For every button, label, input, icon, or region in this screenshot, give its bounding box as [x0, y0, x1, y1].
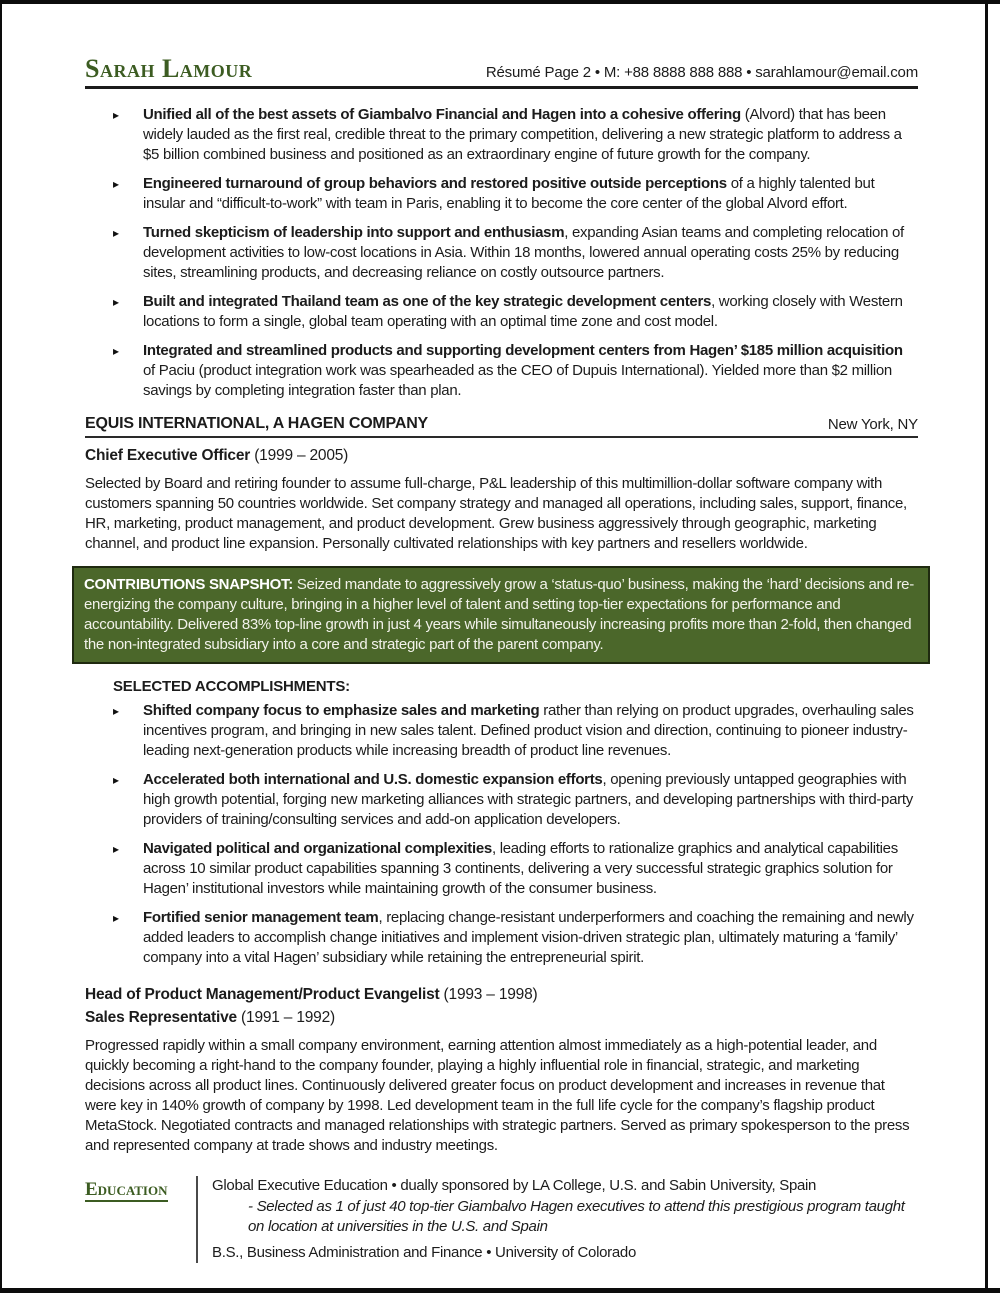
accomplishments-bullets	[85, 701, 918, 968]
list-item	[85, 223, 918, 283]
job-dates: (1993 – 1998)	[439, 986, 538, 1003]
list-item	[85, 701, 918, 761]
role-summary: Progressed rapidly within a small company environment, earning attention almost immediately as a high-potential leader, and quickly becoming a right-hand to the company founder, playing a highly influential role in financial, strategic, and marketing decisions across all product lines. Continuously delivered greater focus on product development and increases in revenue that were key in 140% growth of company by 1998. Led development team in the full life cycle for the company’s flagship product MetaStock. Negotiated contracts and managed relationships with strategic partners. Served as primary spokesperson to the press and represented company at trade shows and industry meetings.	[85, 1037, 910, 1154]
bullet-text: Unified all of the best assets of Giambalvo Financial and Hagen into a cohesive offering (Alvord) that has been widely lauded as the first real, credible threat to the primary competition, delivering a new strategic platform to address a $5 billion combined business and positioned as an extraordinary engine of future growth for the company.	[143, 106, 902, 163]
education-entry: Global Executive Education • dually sponsored by LA College, U.S. and Sabin University, Spain	[212, 1177, 817, 1194]
company-location: New York, NY	[827, 416, 918, 433]
bullet-arrow-icon: ▸	[113, 842, 120, 856]
bullet-arrow-icon: ▸	[113, 773, 120, 787]
role-summary: Selected by Board and retiring founder to assume full-charge, P&L leadership of this multimillion-dollar software company with customers spanning 50 countries worldwide. Set company strategy and managed all operations, including sales, support, finance, HR, marketing, product management, and product development. Grew business aggressively through geographic, marketing channel, and product line expansion. Personally cultivated relationships with key partners and resellers worldwide.	[85, 475, 907, 552]
bullet-arrow-icon: ▸	[113, 108, 120, 122]
bullet-arrow-icon: ▸	[113, 911, 120, 925]
job-dates: (1999 – 2005)	[250, 447, 349, 464]
bullet-text: Navigated political and organizational complexities, leading efforts to rationalize graphics and analytical capabilities across 10 similar product capabilities spanning 3 continents, delivering a very successful strategic graphics solution for Hagen’ institutional investors while maintaining growth of the consumer business.	[143, 840, 898, 897]
job-title: Sales Representative	[85, 1009, 237, 1026]
bullet-text: Integrated and streamlined products and supporting development centers from Hagen’ $185 million acquisition of Paciu (product integration work was spearheaded as the CEO of Dupuis International). Yielded more than $2 million savings by completing integration faster than plan.	[143, 342, 903, 399]
snapshot-label: CONTRIBUTIONS SNAPSHOT:	[84, 576, 293, 593]
bullet-text: Built and integrated Thailand team as one of the key strategic development centers, working closely with Western locations to form a single, global team operating with an optimal time zone and cost model.	[143, 293, 903, 330]
company-name: EQUIS INTERNATIONAL, A HAGEN COMPANY	[85, 415, 429, 432]
bullet-text: Engineered turnaround of group behaviors and restored positive outside perceptions of a highly talented but insular and “difficult-to-work” with team in Paris, enabling it to become the core center of the global Alvord effort.	[143, 175, 875, 212]
education-entry: B.S., Business Administration and Finance • University of Colorado	[212, 1244, 636, 1261]
list-item	[85, 839, 918, 899]
candidate-name: Sarah Lamour	[85, 54, 253, 83]
education-entry-note: - Selected as 1 of just 40 top-tier Giambalvo Hagen executives to attend this prestigious program taught on location at universities in the U.S. and Spain	[248, 1198, 905, 1235]
education-details	[196, 1176, 918, 1263]
earlier-roles	[85, 984, 918, 1156]
header-contact-info: Résumé Page 2 • M: +88 8888 888 888 • sarahlamour@email.com	[485, 64, 918, 81]
bullet-text: Turned skepticism of leadership into support and enthusiasm, expanding Asian teams and completing relocation of development activities to low-cost locations in Asia. Within 18 months, lowered annual operating costs 25% by reducing sites, streamlining products, and decreasing reliance on costly outsource partners.	[143, 224, 904, 281]
list-item	[85, 770, 918, 830]
education-heading: Education	[85, 1179, 168, 1200]
page-header	[85, 56, 918, 89]
company-header	[85, 415, 918, 438]
selected-accomplishments-heading: SELECTED ACCOMPLISHMENTS:	[113, 678, 350, 695]
page-border-top	[0, 0, 1000, 4]
education-section	[85, 1176, 918, 1293]
bullet-arrow-icon: ▸	[113, 226, 120, 240]
job-title-line	[85, 1007, 918, 1028]
bullet-text: Accelerated both international and U.S. domestic expansion efforts, opening previously untapped geographies with high growth potential, forging new marketing alliances with strategic partners, and developing partnerships with third-party providers of training/consulting services and add-on application developers.	[143, 771, 913, 828]
list-item	[85, 908, 918, 968]
job-dates: (1991 – 1992)	[236, 1009, 335, 1026]
list-item	[85, 105, 918, 165]
bullet-text: Fortified senior management team, replacing change-resistant underperformers and coaching the remaining and newly added leaders to accomplish change initiatives and implement vision-driven strategic plan, ultimately maturing a ‘family’ company into a vital Hagen’ subsidiary while retaining the entrepreneurial spirit.	[143, 909, 914, 966]
page-border-bottom	[0, 1288, 1000, 1293]
list-item	[85, 341, 918, 401]
experience-continued-bullets	[85, 105, 918, 401]
education-heading-column	[85, 1176, 196, 1263]
snapshot-text: Seized mandate to aggressively grow a ‘status-quo’ business, making the ‘hard’ decisions and re-energizing the company culture, bringing in a higher level of talent and setting top-tier expectations for performance and accountability. Delivered 83% top-line growth in just 4 years while simultaneously increasing profits more than 2-fold, then changed the non-integrated subsidiary into a core and strategic part of the parent company.	[84, 576, 914, 653]
bullet-arrow-icon: ▸	[113, 295, 120, 309]
bullet-arrow-icon: ▸	[113, 177, 120, 191]
page-border-left	[0, 0, 2, 1293]
bullet-arrow-icon: ▸	[113, 704, 120, 718]
job-title: Chief Executive Officer	[85, 447, 251, 464]
list-item	[85, 174, 918, 214]
page-border-right	[985, 0, 988, 1293]
job-title-line	[85, 984, 918, 1005]
job-title: Head of Product Management/Product Evangelist	[85, 986, 440, 1003]
bullet-arrow-icon: ▸	[113, 344, 120, 358]
bullet-text: Shifted company focus to emphasize sales and marketing rather than relying on product upgrades, overhauling sales incentives program, and bringing in new sales talent. Defined product vision and direction, continuing to pioneer industry-leading next-generation products while increasing breadth of product line revenues.	[143, 702, 914, 759]
list-item	[85, 292, 918, 332]
job-title-line	[85, 445, 918, 466]
contributions-snapshot-box	[72, 566, 930, 664]
